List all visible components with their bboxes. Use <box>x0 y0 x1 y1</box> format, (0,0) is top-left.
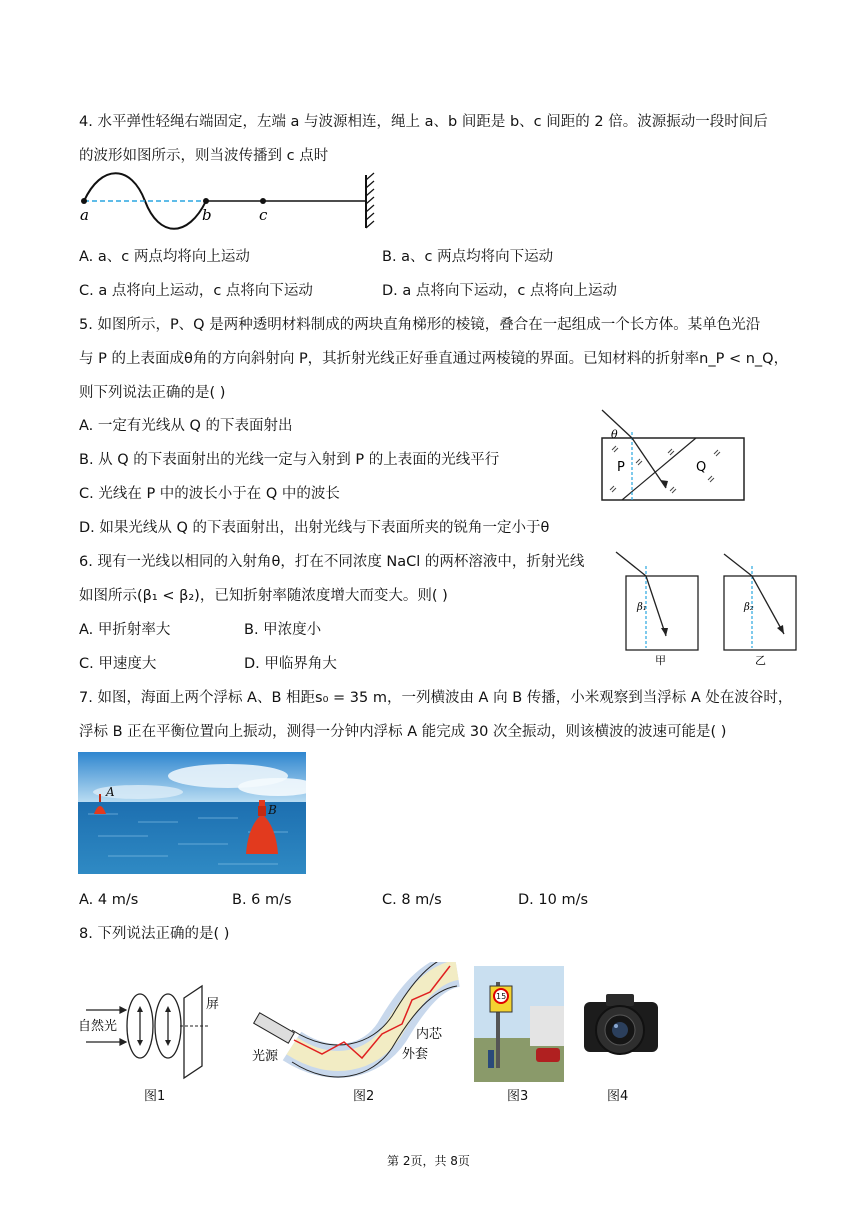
label-natural-light: 自然光 <box>78 1019 118 1034</box>
q8-fig2-caption: 图2 <box>353 1089 375 1104</box>
q5-option-d[interactable]: D. 如果光线从 Q 的下表面射出，出射光线与下表面所夹的锐角一定小于θ <box>79 520 550 536</box>
q8-line-1: 8. 下列说法正确的是( ) <box>79 926 230 942</box>
q4-option-b[interactable]: B. a、c 两点均将向下运动 <box>382 249 554 265</box>
q4-option-a[interactable]: A. a、c 两点均将向上运动 <box>79 249 250 265</box>
q7-option-c[interactable]: C. 8 m/s <box>382 892 442 908</box>
wall-hatch <box>366 173 374 228</box>
q5-line-3: 则下列说法正确的是( ) <box>79 385 226 401</box>
label-screen: 屏 <box>206 997 220 1012</box>
q5-option-c[interactable]: C. 光线在 P 中的波长小于在 Q 中的波长 <box>79 486 340 502</box>
q4-option-d[interactable]: D. a 点将向下运动，c 点将向上运动 <box>382 283 617 299</box>
q6-line-1: 6. 现有一光线以相同的入射角θ，打在不同浓度 NaCl 的两杯溶液中，折射光线 <box>79 554 585 570</box>
q6-option-b[interactable]: B. 甲浓度小 <box>244 622 322 638</box>
q6-beakers-figure <box>606 548 806 670</box>
label-theta: θ <box>611 428 618 441</box>
speed-sign-number: 15 <box>496 992 507 1001</box>
beaker-yi <box>724 576 796 650</box>
label-core: 内芯 <box>416 1027 443 1042</box>
q6-line-2: 如图所示(β₁ < β₂)，已知折射率随浓度增大而变大。则( ) <box>79 588 448 604</box>
q7-option-a[interactable]: A. 4 m/s <box>79 892 139 908</box>
person <box>488 1050 494 1068</box>
point-b <box>203 198 209 204</box>
q8-fig4-caption: 图4 <box>607 1089 629 1104</box>
q4-wave-figure <box>76 170 386 232</box>
beaker-jia <box>626 576 698 650</box>
label-jia: 甲 <box>655 654 666 667</box>
point-c <box>260 198 266 204</box>
q5-prism-figure <box>598 408 750 504</box>
q5-option-b[interactable]: B. 从 Q 的下表面射出的光线一定与入射到 P 的上表面的光线平行 <box>79 452 500 468</box>
incident-ray-yi <box>724 554 752 576</box>
q4-line-2: 的波形如图所示，则当波传播到 c 点时 <box>79 148 329 164</box>
q8-fig3-caption: 图3 <box>507 1089 529 1104</box>
point-a <box>81 198 87 204</box>
building <box>530 1006 564 1046</box>
q6-option-a[interactable]: A. 甲折射率大 <box>79 622 171 638</box>
arrow-yi <box>777 625 784 634</box>
q5-line-1: 5. 如图所示，P、Q 是两种透明材料制成的两块直角梯形的棱镜，叠合在一起组成一个长方体。某单色光沿 <box>79 317 761 333</box>
q7-sea-photo <box>78 752 306 874</box>
q4-option-c[interactable]: C. a 点将向上运动，c 点将向下运动 <box>79 283 313 299</box>
q5-line-2: 与 P 的上表面成θ角的方向斜射向 P，其折射光线正好垂直通过两棱镜的界面。已知材料的折射率n_P < n_Q， <box>79 351 789 367</box>
label-buoy-a: A <box>106 785 115 799</box>
q8-fig4-camera <box>580 990 662 1062</box>
label-cladding: 外套 <box>402 1047 429 1062</box>
q8-fig2-optical-fiber <box>252 962 462 1080</box>
refracted-ray-jia <box>646 576 666 636</box>
incident-ray-jia <box>616 552 646 576</box>
label-yi: 乙 <box>755 654 766 667</box>
q7-option-b[interactable]: B. 6 m/s <box>232 892 292 908</box>
prism-interface <box>622 438 696 500</box>
q5-option-a[interactable]: A. 一定有光线从 Q 的下表面射出 <box>79 418 293 434</box>
q6-option-d[interactable]: D. 甲临界角大 <box>244 656 337 672</box>
refracted-ray-yi <box>752 576 784 634</box>
label-light-source: 光源 <box>252 1049 279 1064</box>
q8-fig1-polarizers <box>78 980 238 1080</box>
q7-option-d[interactable]: D. 10 m/s <box>518 892 589 908</box>
fiber-core <box>292 970 457 1061</box>
label-buoy-b: B <box>268 803 277 817</box>
label-beta1: β₁ <box>637 602 647 613</box>
label-c: c <box>259 206 268 224</box>
q7-line-1: 7. 如图，海面上两个浮标 A、B 相距s₀ = 35 m，一列横波由 A 向 B 传播，小米观察到当浮标 A 处在波谷时， <box>79 690 793 706</box>
q7-line-2: 浮标 B 正在平衡位置向上振动，测得一分钟内浮标 A 能完成 30 次全振动，则该横波的波速可能是( ) <box>79 724 727 740</box>
car <box>536 1048 560 1062</box>
label-b: b <box>202 206 212 224</box>
q8-fig3-photo <box>474 966 564 1082</box>
label-q: Q <box>696 460 707 475</box>
q8-fig1-caption: 图1 <box>144 1089 166 1104</box>
light-source <box>254 1013 295 1043</box>
ray-arrow <box>660 480 668 488</box>
page-footer: 第 2页，共 8页 <box>387 1154 470 1168</box>
label-beta2: β₂ <box>744 602 754 613</box>
label-a: a <box>80 206 89 224</box>
screen <box>184 986 202 1078</box>
q4-line-1: 4. 水平弹性轻绳右端固定，左端 a 与波源相连，绳上 a、b 间距是 b、c 间距的 2 倍。波源振动一段时间后 <box>79 114 768 130</box>
label-p: P <box>617 460 625 475</box>
arrow-jia <box>661 628 668 636</box>
q6-option-c[interactable]: C. 甲速度大 <box>79 656 157 672</box>
